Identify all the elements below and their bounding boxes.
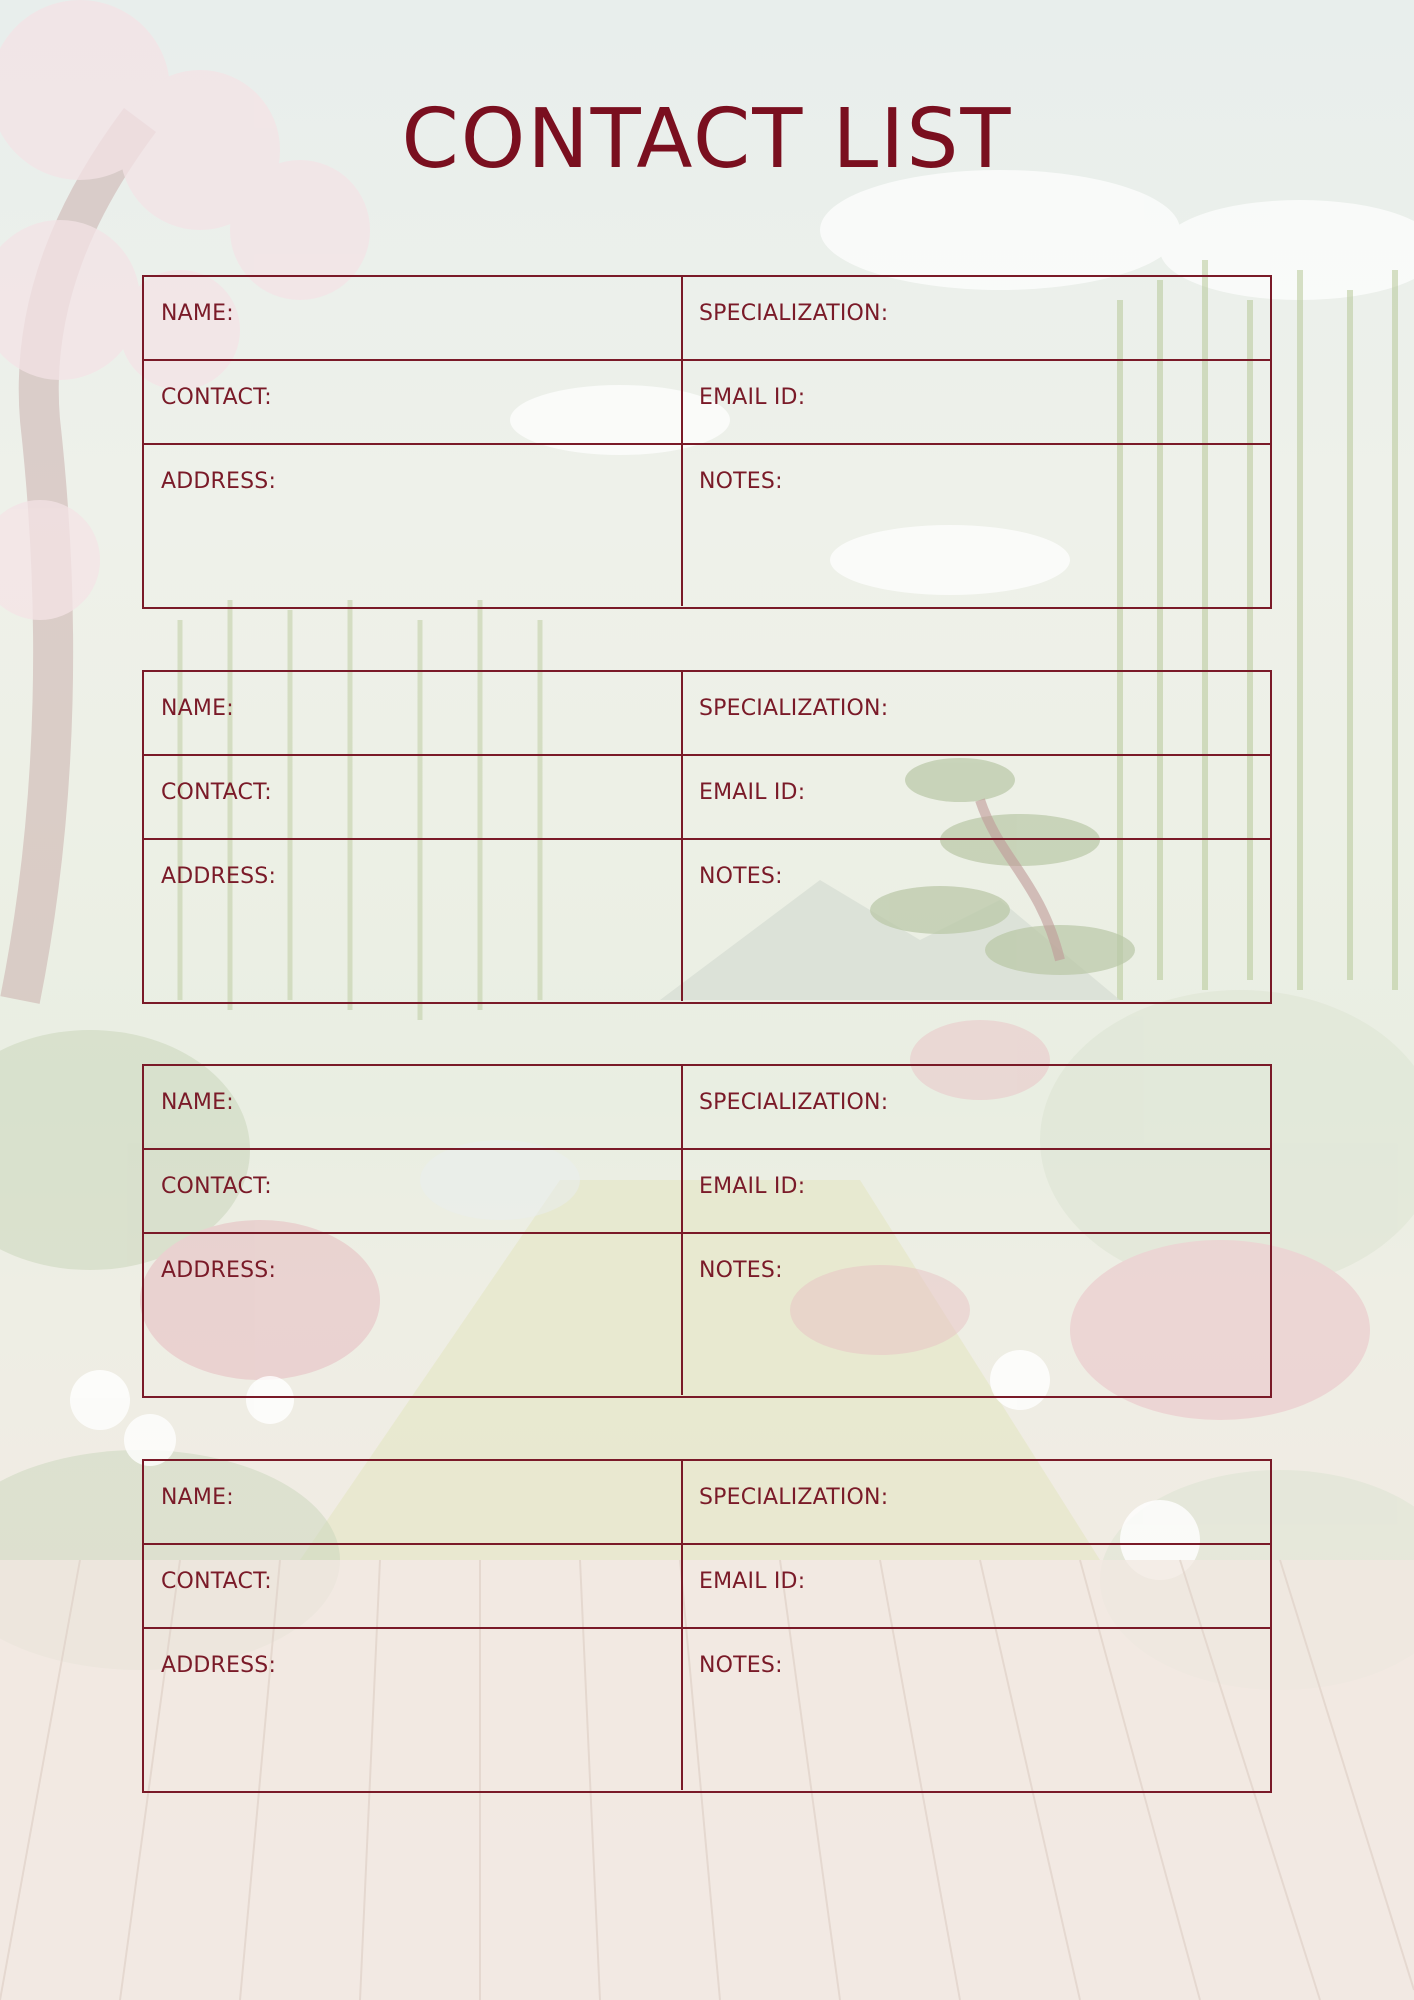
address-label: ADDRESS: [161,469,277,494]
card-row-address [144,840,1270,1001]
card-row-address [144,1629,1270,1790]
specialization-cell[interactable] [683,1461,1270,1543]
card-row-name [144,1066,1270,1150]
name-label: NAME: [161,1485,234,1510]
specialization-label: SPECIALIZATION: [699,696,889,721]
name-cell[interactable] [144,277,683,359]
contact-card [142,275,1272,609]
contact-cell[interactable] [144,1150,683,1232]
email-cell[interactable] [683,756,1270,838]
notes-label: NOTES: [699,1258,783,1283]
contact-card [142,1064,1272,1398]
address-cell[interactable] [144,840,683,1001]
notes-cell[interactable] [683,445,1270,606]
specialization-label: SPECIALIZATION: [699,301,889,326]
card-row-contact [144,1150,1270,1234]
notes-label: NOTES: [699,864,783,889]
email-label: EMAIL ID: [699,1569,806,1594]
address-label: ADDRESS: [161,864,277,889]
specialization-label: SPECIALIZATION: [699,1090,889,1115]
name-cell[interactable] [144,1066,683,1148]
name-label: NAME: [161,696,234,721]
contact-cell[interactable] [144,361,683,443]
specialization-cell[interactable] [683,672,1270,754]
name-cell[interactable] [144,672,683,754]
card-row-address [144,445,1270,606]
card-row-address [144,1234,1270,1395]
email-label: EMAIL ID: [699,780,806,805]
contact-card [142,1459,1272,1793]
email-cell[interactable] [683,1545,1270,1627]
card-row-name [144,277,1270,361]
card-row-name [144,1461,1270,1545]
card-row-contact [144,1545,1270,1629]
contact-label: CONTACT: [161,780,272,805]
specialization-cell[interactable] [683,1066,1270,1148]
name-cell[interactable] [144,1461,683,1543]
notes-label: NOTES: [699,1653,783,1678]
address-cell[interactable] [144,445,683,606]
card-row-name [144,672,1270,756]
notes-label: NOTES: [699,469,783,494]
contact-cell[interactable] [144,756,683,838]
contact-label: CONTACT: [161,1174,272,1199]
name-label: NAME: [161,1090,234,1115]
email-label: EMAIL ID: [699,385,806,410]
notes-cell[interactable] [683,1234,1270,1395]
contact-label: CONTACT: [161,385,272,410]
address-label: ADDRESS: [161,1653,277,1678]
name-label: NAME: [161,301,234,326]
specialization-cell[interactable] [683,277,1270,359]
specialization-label: SPECIALIZATION: [699,1485,889,1510]
notes-cell[interactable] [683,840,1270,1001]
notes-cell[interactable] [683,1629,1270,1790]
contact-card [142,670,1272,1004]
address-label: ADDRESS: [161,1258,277,1283]
email-cell[interactable] [683,1150,1270,1232]
email-label: EMAIL ID: [699,1174,806,1199]
address-cell[interactable] [144,1629,683,1790]
email-cell[interactable] [683,361,1270,443]
address-cell[interactable] [144,1234,683,1395]
card-row-contact [144,756,1270,840]
page-title: CONTACT LIST [401,92,1013,187]
card-row-contact [144,361,1270,445]
contact-label: CONTACT: [161,1569,272,1594]
contact-cell[interactable] [144,1545,683,1627]
